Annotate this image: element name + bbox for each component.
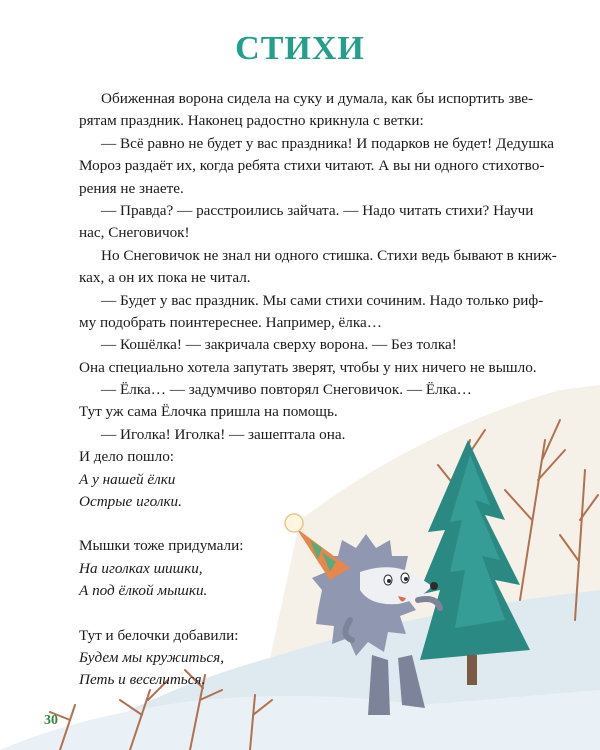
text-line: И дело пошло:	[79, 448, 175, 466]
text-line: — Кошёлка! — закричала сверху ворона. — Без толка!	[101, 336, 457, 354]
verse-line: Петь и веселиться.	[79, 671, 206, 689]
paragraph	[79, 290, 549, 335]
paragraph	[79, 446, 549, 468]
paragraph	[79, 133, 555, 200]
verse-stanza	[79, 647, 549, 692]
paragraph	[79, 424, 549, 446]
story-text	[79, 88, 557, 692]
paragraph	[79, 200, 549, 245]
text-line: Но Снеговичок не знал ни одного стишка. Стихи ведь бывают в книж-	[101, 246, 557, 264]
text-line: — Правда? — расстроились зайчата. — Надо читать стихи? Научи	[101, 201, 534, 219]
verse-stanza	[79, 469, 549, 514]
text-line: — Будет у вас праздник. Мы сами стихи сочиним. Надо только риф-	[101, 291, 544, 309]
page-number: 30	[44, 713, 58, 728]
paragraph	[79, 401, 549, 423]
text-line: Тут уж сама Ёлочка пришла на помощь.	[79, 403, 338, 421]
verse-line: А под ёлкой мышки.	[79, 582, 208, 600]
text-line: — Иголка! Иголка! — зашептала она.	[101, 425, 346, 443]
text-line: нас, Снеговичок!	[79, 224, 190, 242]
text-line: — Ёлка… — задумчиво повторял Снеговичок. — Ёлка…	[101, 381, 472, 399]
paragraph	[79, 245, 557, 290]
verse-line: На иголках шишки,	[79, 559, 203, 577]
page-title: СТИХИ	[235, 30, 365, 67]
verse-line: Будем мы кружиться,	[79, 648, 225, 666]
snow-highlight	[0, 690, 600, 750]
verse-stanza	[79, 558, 549, 603]
text-line: — Всё равно не будет у вас праздника! И подарков не будет! Дедушка	[101, 134, 555, 152]
paragraph	[79, 334, 549, 379]
text-line: Она специально хотела запутать зверят, чтобы у них ничего не вышло.	[79, 358, 537, 376]
paragraph	[79, 379, 549, 401]
stanza-intro: Тут и белочки добавили:	[79, 626, 239, 644]
text-line: ках, а он их пока не читал.	[79, 269, 251, 287]
text-line: Мороз раздаёт их, когда ребята стихи читают. А вы ни одного стихотво-	[79, 157, 545, 175]
text-line: му подобрать поинтереснее. Например, ёлка…	[79, 313, 382, 331]
paragraph	[79, 88, 549, 133]
verse-line: Острые иголки.	[79, 493, 182, 511]
text-line: рения не знаете.	[79, 179, 184, 197]
stanza-intro: Мышки тоже придумали:	[79, 537, 244, 555]
verse-line: А у нашей ёлки	[79, 470, 176, 488]
text-line: Обиженная ворона сидела на суку и думала, как бы испортить зве-	[101, 90, 534, 107]
text-line: рятам праздник. Наконец радостно крикнула с ветки:	[79, 112, 424, 130]
